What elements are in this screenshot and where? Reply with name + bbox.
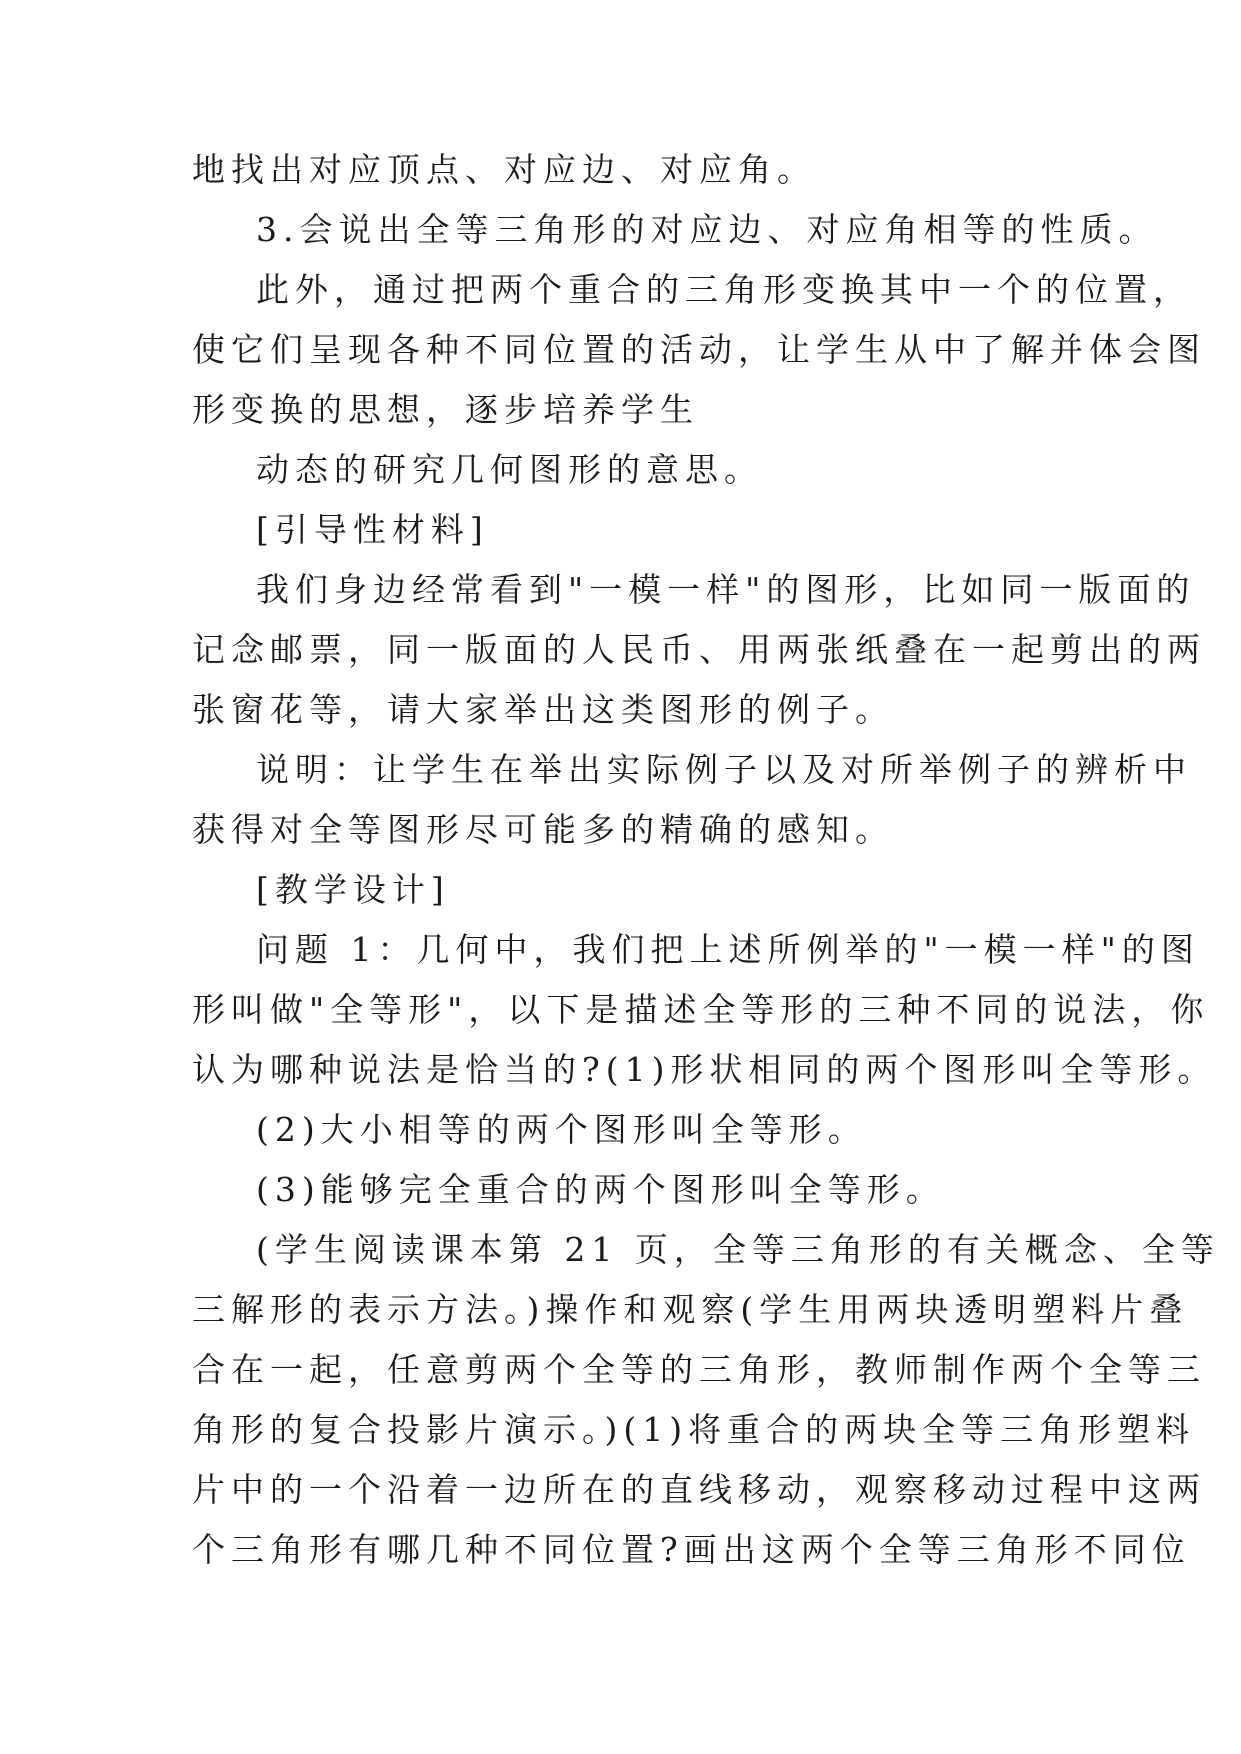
text-line: 合在一起，任意剪两个全等的三角形，教师制作两个全等三 bbox=[192, 1350, 1206, 1389]
text-line: 形叫做"全等形"，以下是描述全等形的三种不同的说法，你 bbox=[192, 990, 1210, 1029]
text-line: 片中的一个沿着一边所在的直线移动，观察移动过程中这两 bbox=[192, 1470, 1206, 1509]
text-line: 认为哪种说法是恰当的?(1)形状相同的两个图形叫全等形。 bbox=[192, 1050, 1217, 1089]
text-line: 地找出对应顶点、对应边、对应角。 bbox=[192, 150, 816, 189]
text-line: 张窗花等，请大家举出这类图形的例子。 bbox=[192, 690, 894, 729]
text-line: 个三角形有哪几种不同位置?画出这两个全等三角形不同位 bbox=[192, 1530, 1191, 1569]
text-line: 角形的复合投影片演示。)(1)将重合的两块全等三角形塑料 bbox=[192, 1410, 1196, 1449]
text-line: 三解形的表示方法。)操作和观察(学生用两块透明塑料片叠 bbox=[192, 1290, 1189, 1329]
text-line: (学生阅读课本第 21 页，全等三角形的有关概念、全等 bbox=[256, 1230, 1220, 1269]
text-line: 获得对全等图形尽可能多的精确的感知。 bbox=[192, 810, 894, 849]
text-line: 记念邮票，同一版面的人民币、用两张纸叠在一起剪出的两 bbox=[192, 630, 1206, 669]
section-heading: [引导性材料] bbox=[256, 510, 489, 549]
text-line: 问题 1：几何中，我们把上述所例举的"一模一样"的图 bbox=[256, 930, 1200, 969]
text-line: 3.会说出全等三角形的对应边、对应角相等的性质。 bbox=[256, 210, 1158, 249]
text-line: (2)大小相等的两个图形叫全等形。 bbox=[256, 1110, 867, 1149]
text-line: 此外，通过把两个重合的三角形变换其中一个的位置， bbox=[256, 270, 1192, 309]
text-line: (3)能够完全重合的两个图形叫全等形。 bbox=[256, 1170, 945, 1209]
text-line: 动态的研究几何图形的意思。 bbox=[256, 450, 763, 489]
section-heading: [教学设计] bbox=[256, 870, 450, 909]
text-line: 形变换的思想，逐步培养学生 bbox=[192, 390, 699, 429]
text-line: 使它们呈现各种不同位置的活动，让学生从中了解并体会图 bbox=[192, 330, 1206, 369]
text-line: 说明：让学生在举出实际例子以及对所举例子的辨析中 bbox=[256, 750, 1192, 789]
text-line: 我们身边经常看到"一模一样"的图形，比如同一版面的 bbox=[256, 570, 1196, 609]
